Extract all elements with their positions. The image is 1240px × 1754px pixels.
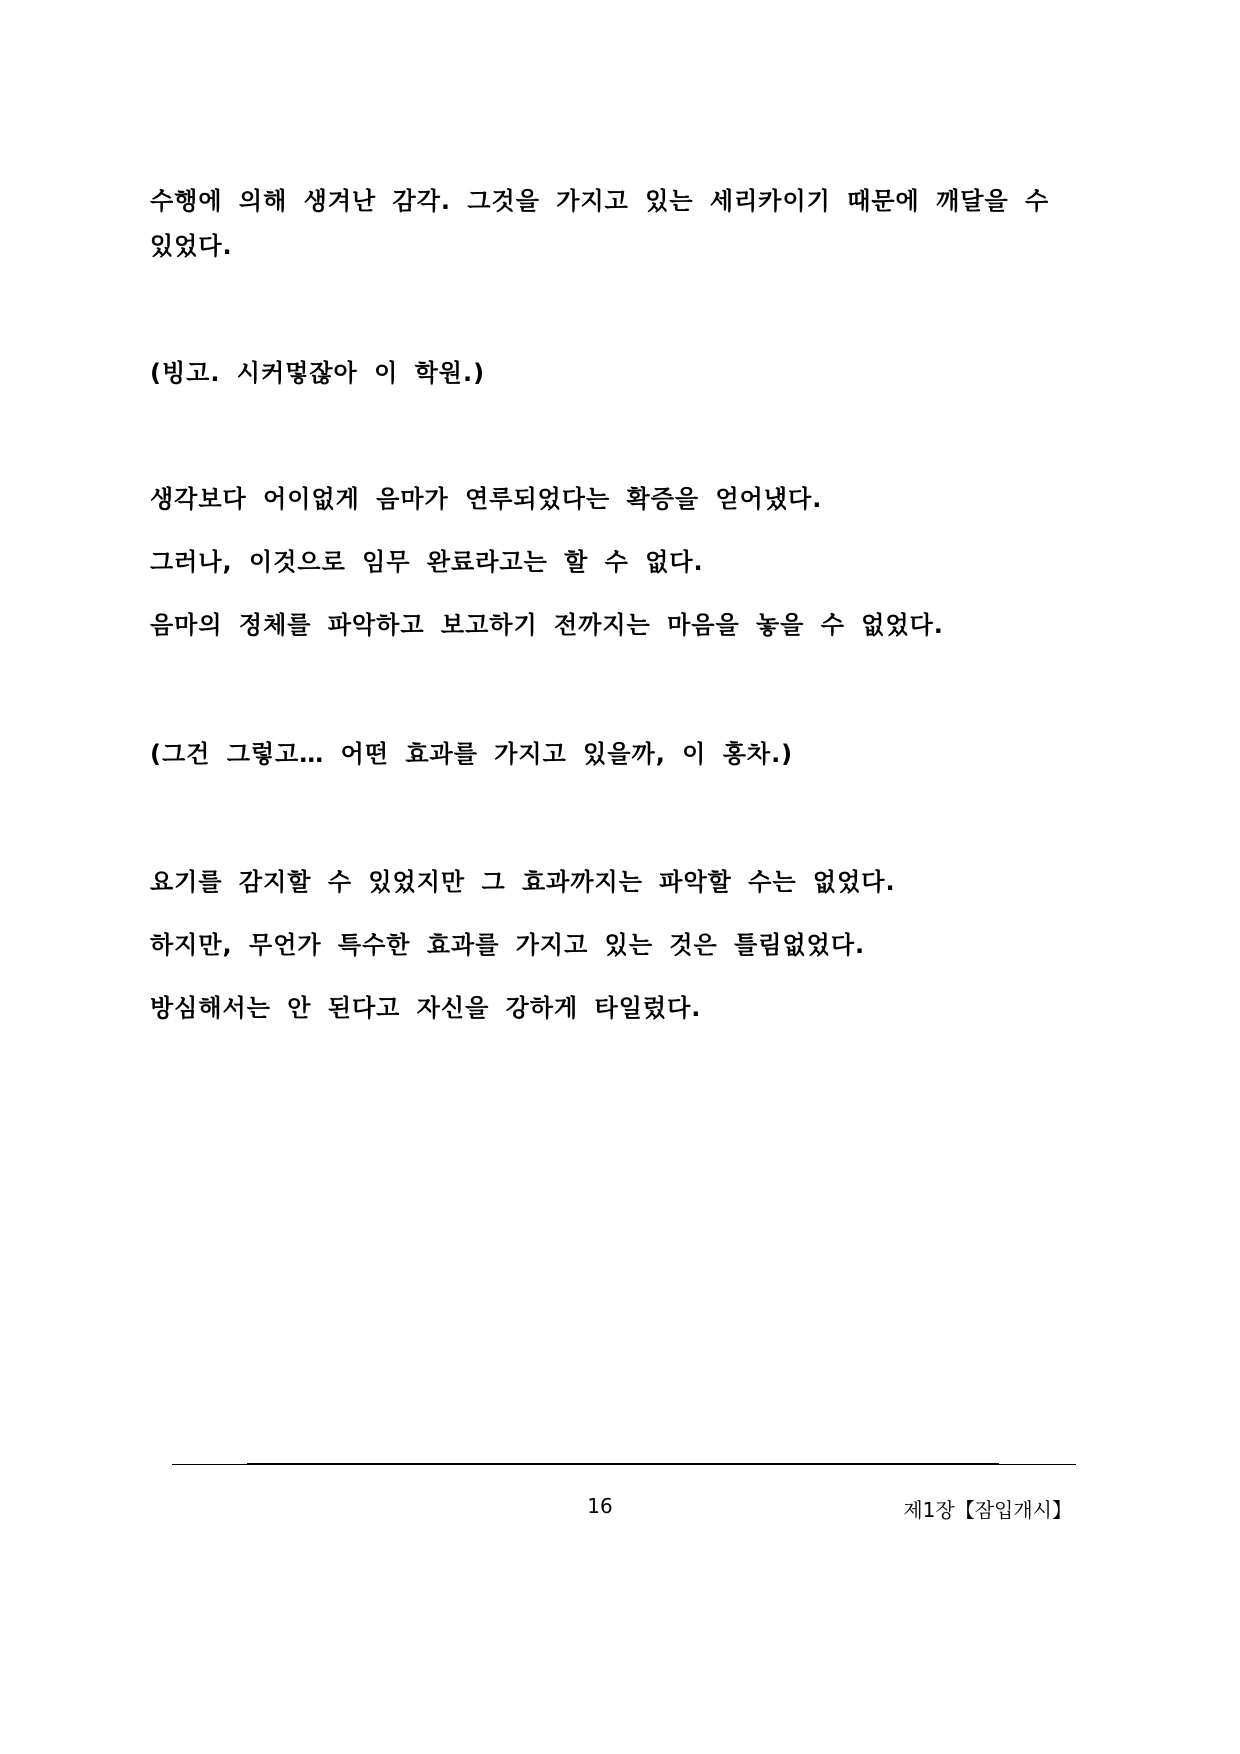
paragraph-line: 하지만, 무언가 특수한 효과를 가지고 있는 것은 틀림없었다. <box>150 931 866 959</box>
paragraph-line: 그러나, 이것으로 임무 완료라고는 할 수 없다. <box>150 548 704 576</box>
chapter-title: 제1장【잠입개시】 <box>903 1498 1072 1522</box>
paragraph-line: (빙고. 시커멓잖아 이 학원.) <box>150 359 486 387</box>
page-number: 16 <box>587 1494 613 1518</box>
footer-divider-accent <box>247 1463 999 1465</box>
paragraph-line: 수행에 의해 생겨난 감각. 그것을 가지고 있는 세리카이기 때문에 깨달을 수 <box>150 187 1050 215</box>
paragraph-line: 음마의 정체를 파악하고 보고하기 전까지는 마음을 놓을 수 없었다. <box>150 611 944 639</box>
paragraph-line: 있었다. <box>150 232 233 260</box>
paragraph-line: 요기를 감지할 수 있었지만 그 효과까지는 파악할 수는 없었다. <box>150 868 896 896</box>
paragraph-line: (그건 그렇고… 어떤 효과를 가지고 있을까, 이 홍차.) <box>150 740 794 768</box>
paragraph-line: 생각보다 어이없게 음마가 연루되었다는 확증을 얻어냈다. <box>150 485 823 513</box>
paragraph-line: 방심해서는 안 된다고 자신을 강하게 타일렀다. <box>150 994 702 1022</box>
